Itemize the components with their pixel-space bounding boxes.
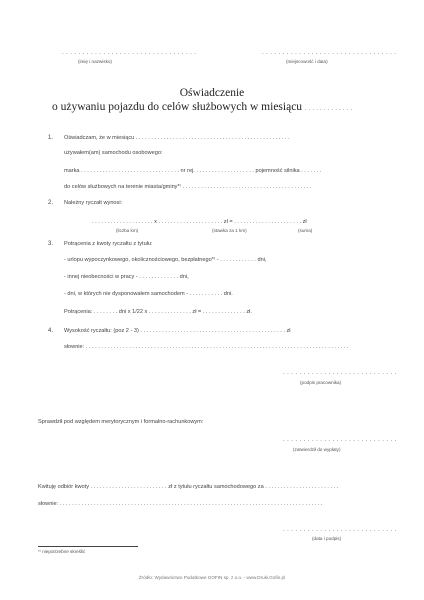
section-3-number: 3.: [48, 241, 54, 247]
approval-signature-dots: . . . . . . . . . . . . . . . . . . . . . . . . . . . .: [283, 437, 397, 443]
section-1-line-1: Oświadczam, że w miesiącu . . . . . . . . . . . . . . . . . . . . . . . . . . . . . . . . . . . . . . . . . . . . . . . . . .: [64, 135, 290, 141]
receipt-line-1: Kwituję odbiór kwoty . . . . . . . . . . . . . . . . . . . . . . . . . zł z tytułu ryczałtu samochodowego za . . . . . . . . . . . . . . . . . . . . . . . .: [38, 484, 339, 490]
section-1-line-4: do celów służbowych na terenie miasta/gminy*⁾ . . . . . . . . . . . . . . . . . . . . . . . . . . . . . . . . . . . . . . . . . .: [64, 184, 312, 190]
section-2-line-1: Należny ryczałt wynosi:: [64, 200, 123, 206]
source-line: Źródło: Wydawnictwo Podatkowe GOFIN sp. z o.o. - www.Druki.Gofin.pl: [138, 575, 286, 580]
footnote: *⁾ niepotrzebne skreślić: [38, 549, 86, 554]
title-line-2: [52, 101, 352, 113]
receipt-in-words: słownie: . . . . . . . . . . . . . . . . . . . . . . . . . . . . . . . . . . . . . . . . . . . . . . . . . . . . . . . . . . . . . . . . . . . . . . . . . . . . . . . . . . . . .: [38, 501, 323, 507]
name-field-dots: . . . . . . . . . . . . . . . . . . . . . . . . . . . . . . . . .: [62, 50, 197, 56]
sum-caption: (suma): [298, 228, 313, 233]
lump-sum-in-words: słownie: . . . . . . . . . . . . . . . . . . . . . . . . . . . . . . . . . . . . . . . . . . . . . . . . . . . . . . . . . . . . . . . . . . . . . . . . . . . . . . . . . . . . .: [64, 344, 349, 350]
section-1-line-2: używałem(am) samochodu osobowego:: [64, 150, 163, 156]
place-date-field-dots: . . . . . . . . . . . . . . . . . . . . . . . . . . . . . . . . .: [262, 50, 397, 56]
section-1-number: 1.: [48, 135, 54, 141]
footnote-divider: [38, 546, 138, 547]
title-line-1: Oświadczenie: [179, 87, 245, 99]
place-date-caption: (miejscowość i data): [286, 59, 328, 64]
employee-signature-caption: (podpis pracownika): [300, 380, 342, 385]
deduction-leave: - urlopu wypoczynkowego, okolicznościowego, bezpłatnego*⁾ - . . . . . . . . . . . . dni,: [64, 257, 267, 263]
name-caption: (imię i nazwisko): [78, 59, 112, 64]
title-month-dots: . . . . . . . . . . . . .: [304, 106, 353, 112]
rate-caption: (stawka za 1 km): [212, 228, 247, 233]
deduction-no-car: - dni, w których nie dysponowałem samochodem - . . . . . . . . . . . dni.: [64, 291, 233, 297]
deduction-calculation: Potrącenia: . . . . . . . . dni x 1/22 x . . . . . . . . . . . . . . zł = . . . . . . . . . . . . . . zł.: [64, 309, 252, 315]
approval-caption: (zatwierdził do wypłaty): [293, 447, 341, 452]
verification-text: Sprawdził pod względem merytorycznym i formalno-rachunkowym:: [38, 419, 204, 425]
recipient-signature-dots: . . . . . . . . . . . . . . . . . . . . . . . . . . . .: [283, 527, 397, 533]
deduction-absence: - innej nieobecności w pracy - . . . . . . . . . . . . . dni,: [64, 274, 189, 280]
section-3-line-1: Potrącenia z kwoty ryczałtu z tytułu:: [64, 241, 153, 247]
recipient-signature-caption: (data i podpis): [312, 536, 342, 541]
section-4-number: 4.: [48, 328, 54, 334]
section-2-number: 2.: [48, 200, 54, 206]
title-line-2-text: o używaniu pojazdu do celów służbowych w miesiącu: [52, 101, 303, 113]
employee-signature-dots: . . . . . . . . . . . . . . . . . . . . . . . . . . . .: [283, 370, 397, 376]
lump-sum-amount: Wysokość ryczałtu: (poz 2 - 3) . . . . . . . . . . . . . . . . . . . . . . . . . . . . . . . . . . . . . . . . . . . . . . . zł: [64, 328, 291, 334]
section-2-calculation: . . . . . . . . . . . . . . . . . . . . x . . . . . . . . . . . . . . . . . . . . . zł = . . . . . . . . . . . . . . . . . . . . . . zł: [92, 219, 307, 225]
km-caption: (liczba km): [116, 228, 139, 233]
section-1-line-3: marka . . . . . . . . . . . . . . . . . . . . . . . . . . . . . . . . nr rej. . . . . . . . . . . . . . . . . . . . pojemność silnika . . . . . . .: [64, 168, 322, 174]
